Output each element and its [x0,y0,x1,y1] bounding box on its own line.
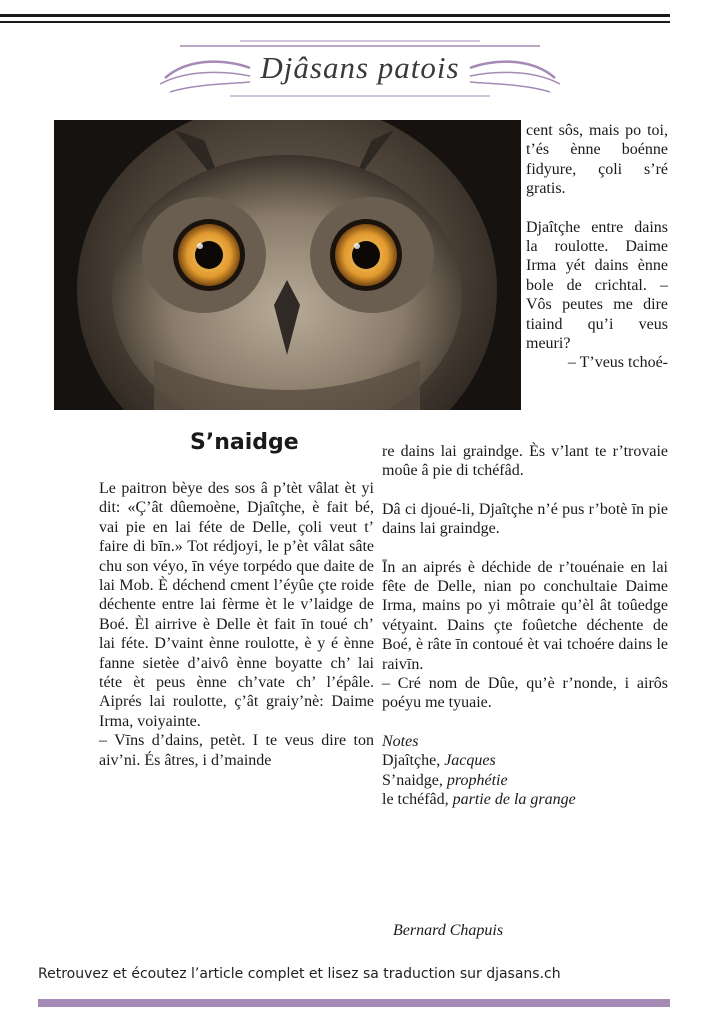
banner-title: Djâsans patois [260,50,460,85]
paragraph: Īn an aiprés è déchide de r’touénaie en lai fête de Delle, nian po conchultaie Daime Irma, mains po yi môtraie qu’èl ât toûedge vétyaint. Dains çte foûetche déchente de Boé, è râte īn contoué èt vai tchoére dains le raivīn. [382,558,668,673]
top-rule-thin [0,21,670,23]
note-definition: prophétie [446,771,508,789]
note-definition: Jacques [444,752,496,770]
owl-image-icon [54,120,521,410]
note-item [382,751,668,770]
right-column [382,442,668,810]
note-item [382,771,668,790]
paragraph: re dains lai graindge. Ès v’lant te r’trovaie moûe â pie di tchéfâd. [382,443,668,480]
paragraph: Le paitron bèye des sos â p’tèt vâlat èt yi dit: «Ç’ât dûemoène, Djaîtçhe, è fait bé, vai pie en lai féte de Delle, çoli veut t’ faire di bīn.» Tot rédjoyi, le p’èt vâlat sâte chu son véyo, īn véye torpédo que daite de lai Mob. È déchend cment l’éyûe çte roide déchente entre lai fèrme èt le v’laidge de Boé. Èl airrive è Delle èt fait īn toué ch’ lai féte. D’vaint ènne roulotte, è y é ènne fanne sietèe d’aivô ènne boyatte ch’ lai téte èt peus ènne ch’vate ch’ l’épâle. Aiprés lai roulotte, ç’ât graiy’nè: Daime Irma, voiyainte. [99,480,374,730]
paragraph-spacer [526,199,668,218]
paragraph: – T’veus tchoé- [567,354,668,372]
paragraph: Djaîtçhe entre dains la roulotte. Daime Irma yét dains ènne bole de crichtal. – Vôs peutes me dire tiaind qu’i veus meuri? [526,218,668,353]
note-term: le tchéfâd, [382,791,453,809]
owl-photo [54,120,521,410]
left-column [99,479,374,770]
note-term: S’naidge, [382,771,447,789]
paragraph-spacer [382,539,668,558]
notes-heading: Notes [382,732,419,750]
note-term: Djaîtçhe, [382,752,445,770]
section-banner [150,38,570,102]
paragraph-spacer [382,481,668,500]
paragraph: Dâ ci djoué-li, Djaîtçhe n’é pus r’botè īn pie dains lai graindge. [382,500,668,538]
note-definition: partie de la grange [452,791,576,809]
top-rule-thick [0,14,670,17]
right-top-column [526,121,668,373]
paragraph: – Vīns d’dains, petèt. I te veus dire ton aiv’ni. És âtres, i d’mainde [99,732,374,769]
paragraph: – Cré nom de Dûe, qu’è r’nonde, i airôs poéyu me tyuaie. [382,675,668,712]
notes-section [382,732,668,810]
paragraph-spacer [382,713,668,732]
footer-text: Retrouvez et écoutez l’article complet et lisez sa traduction sur djasans.ch [38,966,561,982]
note-item [382,790,668,809]
paragraph: cent sôs, mais po toi, t’és ènne boénne fidyure, çoli s’ré gratis. [526,122,668,198]
article-title: S’naidge [190,430,299,455]
author-byline: Bernard Chapuis [393,922,504,939]
footer-accent-bar [38,999,670,1007]
